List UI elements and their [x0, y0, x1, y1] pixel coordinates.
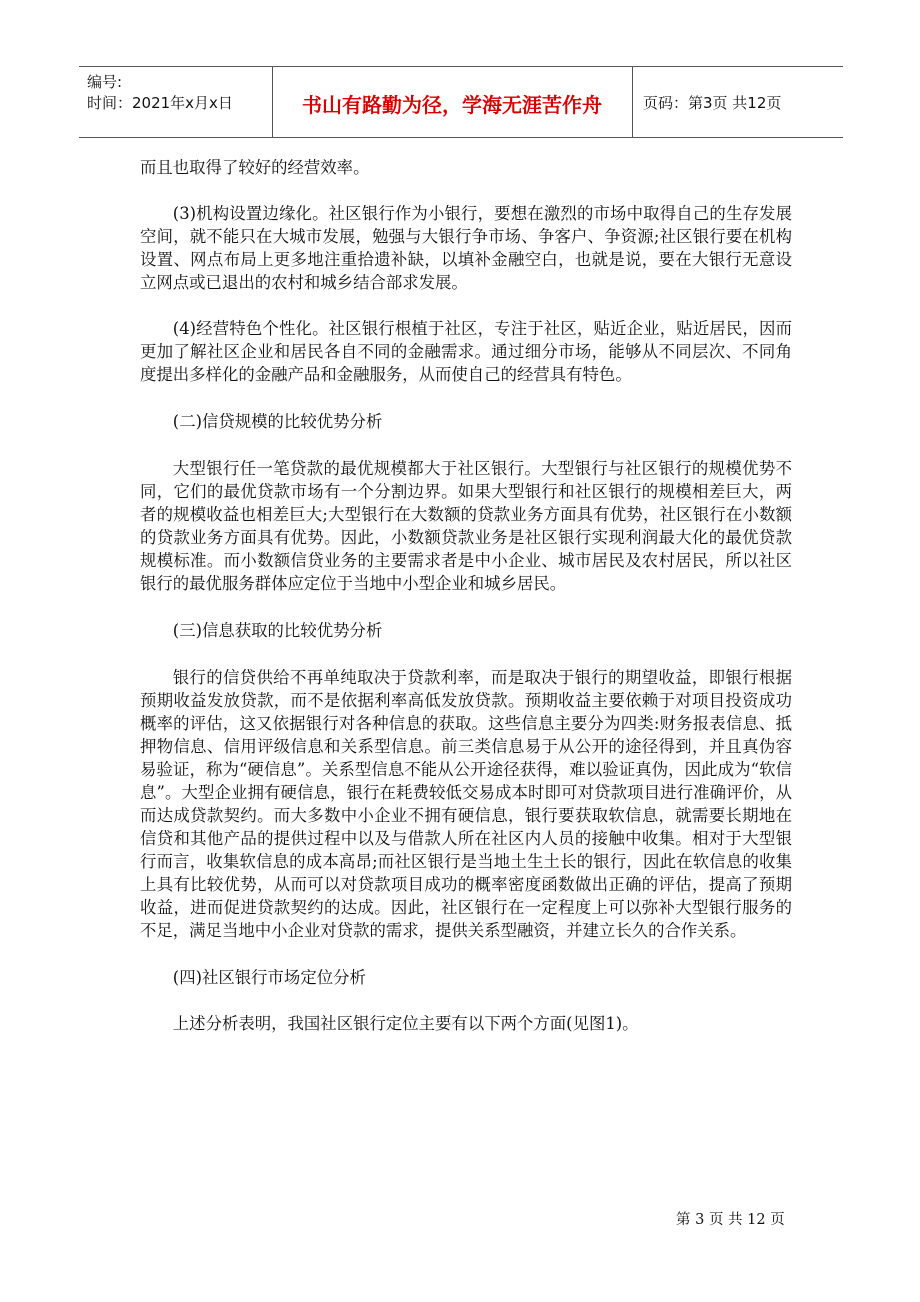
page-header	[79, 66, 843, 138]
page-info: 页码：第3页 共12页	[643, 94, 782, 112]
paragraph-credit-scale: 大型银行任一笔贷款的最优规模都大于社区银行。大型银行与社区银行的规模优势不同，它们的最优贷款市场有一个分割边界。如果大型银行和社区银行的规模相差巨大，两者的规模收益也相差巨大;大型银行在大数额的贷款业务方面具有优势，社区银行在小数额的贷款业务方面具有优势。因此，小数额贷款业务是社区银行实现利润最大化的最优贷款规模标准。而小数额信贷业务的主要需求者是中小企业、城市居民及农村居民，所以社区银行的最优服务群体应定位于当地中小型企业和城乡居民。	[140, 459, 792, 593]
header-meta-cell	[79, 67, 273, 137]
document-body	[140, 156, 792, 1035]
section-heading-market-position: (四)社区银行市场定位分析	[172, 968, 366, 987]
paragraph-continuation: 而且也取得了较好的经营效率。	[140, 158, 370, 177]
paragraph-institution-setup: (3)机构设置边缘化。社区银行作为小银行，要想在激烈的市场中取得自己的生存发展空间，就不能只在大城市发展，勉强与大银行争市场、争客户、争资源;社区银行要在机构设置、网点布局上更多地注重拾遗补缺，以填补金融空白，也就是说，要在大银行无意设立网点或已退出的农村和城乡结合部求发展。	[140, 204, 792, 292]
section-heading-information: (三)信息获取的比较优势分析	[172, 621, 383, 640]
header-motto-cell	[272, 67, 633, 137]
paragraph-information: 银行的信贷供给不再单纯取决于贷款利率，而是取决于银行的期望收益，即银行根据预期收益发放贷款，而不是依据利率高低发放贷款。预期收益主要依赖于对项目投资成功概率的评估，这又依据银行对各种信息的获取。这些信息主要分为四类:财务报表信息、抵押物信息、信用评级信息和关系型信息。前三类信息易于从公开的途径得到，并且真伪容易验证，称为“硬信息”。关系型信息不能从公开途径获得，难以验证真伪，因此成为“软信息”。大型企业拥有硬信息，银行在耗费较低交易成本时即可对贷款项目进行准确评价，从而达成贷款契约。而大多数中小企业不拥有硬信息，银行要获取软信息，就需要长期地在信贷和其他产品的提供过程中以及与借款人所在社区内人员的接触中收集。相对于大型银行而言，收集软信息的成本高昂;而社区银行是当地土生土长的银行，因此在软信息的收集上具有比较优势，从而可以对贷款项目成功的概率密度函数做出正确的评估，提高了预期收益，进而促进贷款契约的达成。因此，社区银行在一定程度上可以弥补大型银行服务的不足，满足当地中小企业对贷款的需求，提供关系型融资，并建立长久的合作关系。	[140, 668, 792, 940]
motto: 书山有路勤为径，学海无涯苦作舟	[302, 93, 602, 117]
date-label: 时间：2021年x月x日	[87, 94, 233, 112]
serial-label: 编号:	[87, 73, 123, 91]
paragraph-business-features: (4)经营特色个性化。社区银行根植于社区，专注于社区，贴近企业，贴近居民，因而更加了解社区企业和居民各自不同的金融需求。通过细分市场，能够从不同层次、不同角度提出多样化的金融产品和金融服务，从而使自己的经营具有特色。	[140, 319, 792, 384]
paragraph-conclusion: 上述分析表明，我国社区银行定位主要有以下两个方面(见图1)。	[172, 1014, 639, 1033]
header-page-cell	[633, 67, 843, 137]
section-heading-credit-scale: (二)信贷规模的比较优势分析	[172, 412, 383, 431]
page-footer: 第 3 页 共 12 页	[676, 1212, 785, 1228]
